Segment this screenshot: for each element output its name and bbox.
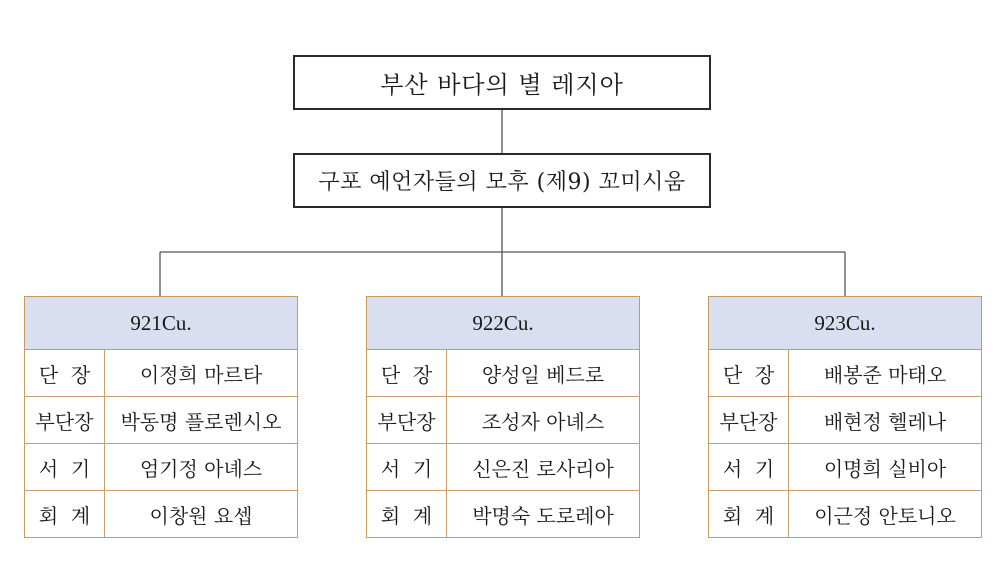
officer-role: 단 장 <box>709 350 789 396</box>
officer-name: 엄기정 아녜스 <box>139 456 263 481</box>
officer-name: 박명숙 도로레아 <box>472 503 614 528</box>
officer-name: 배봉준 마태오 <box>823 362 947 387</box>
officer-name: 박동명 플로렌시오 <box>120 409 282 434</box>
officer-row <box>709 444 981 491</box>
officer-role: 회 계 <box>367 491 447 537</box>
officer-row <box>367 444 639 491</box>
praesidium-header <box>709 297 981 350</box>
comitium-box <box>293 153 711 208</box>
officer-row <box>709 350 981 397</box>
officer-role: 서 기 <box>25 444 105 490</box>
praesidium-header <box>25 297 297 350</box>
officer-row <box>25 350 297 397</box>
comitium-title: 구포 예언자들의 모후 (제9) 꼬미시움 <box>318 170 686 195</box>
officer-role: 부단장 <box>709 397 789 443</box>
officer-row <box>367 491 639 537</box>
officer-row <box>25 397 297 444</box>
praesidium-name: 921Cu. <box>130 310 192 335</box>
regia-box <box>293 55 711 110</box>
officer-role: 서 기 <box>367 444 447 490</box>
officer-name: 이정희 마르타 <box>139 362 263 387</box>
officer-role: 단 장 <box>367 350 447 396</box>
praesidium-table-921 <box>24 296 298 538</box>
officer-name: 이명희 실비아 <box>823 456 947 481</box>
officer-role: 부단장 <box>25 397 105 443</box>
officer-row <box>25 444 297 491</box>
officer-row <box>25 491 297 537</box>
officer-row <box>367 397 639 444</box>
officer-role: 부단장 <box>367 397 447 443</box>
officer-name: 신은진 로사리아 <box>472 456 614 481</box>
officer-role: 회 계 <box>709 491 789 537</box>
regia-title: 부산 바다의 별 레지아 <box>380 71 624 99</box>
praesidium-table-923 <box>708 296 982 538</box>
officer-row <box>367 350 639 397</box>
officer-name: 이근정 안토니오 <box>814 503 956 528</box>
praesidium-table-922 <box>366 296 640 538</box>
officer-name: 이창원 요셉 <box>149 503 253 528</box>
praesidium-name: 923Cu. <box>814 310 876 335</box>
officer-row <box>709 397 981 444</box>
officer-name: 양성일 베드로 <box>481 362 605 387</box>
officer-role: 서 기 <box>709 444 789 490</box>
praesidium-name: 922Cu. <box>472 310 534 335</box>
officer-name: 배현정 헬레나 <box>823 409 947 434</box>
officer-role: 회 계 <box>25 491 105 537</box>
officer-role: 단 장 <box>25 350 105 396</box>
praesidium-header <box>367 297 639 350</box>
officer-row <box>709 491 981 537</box>
officer-name: 조성자 아녜스 <box>481 409 605 434</box>
